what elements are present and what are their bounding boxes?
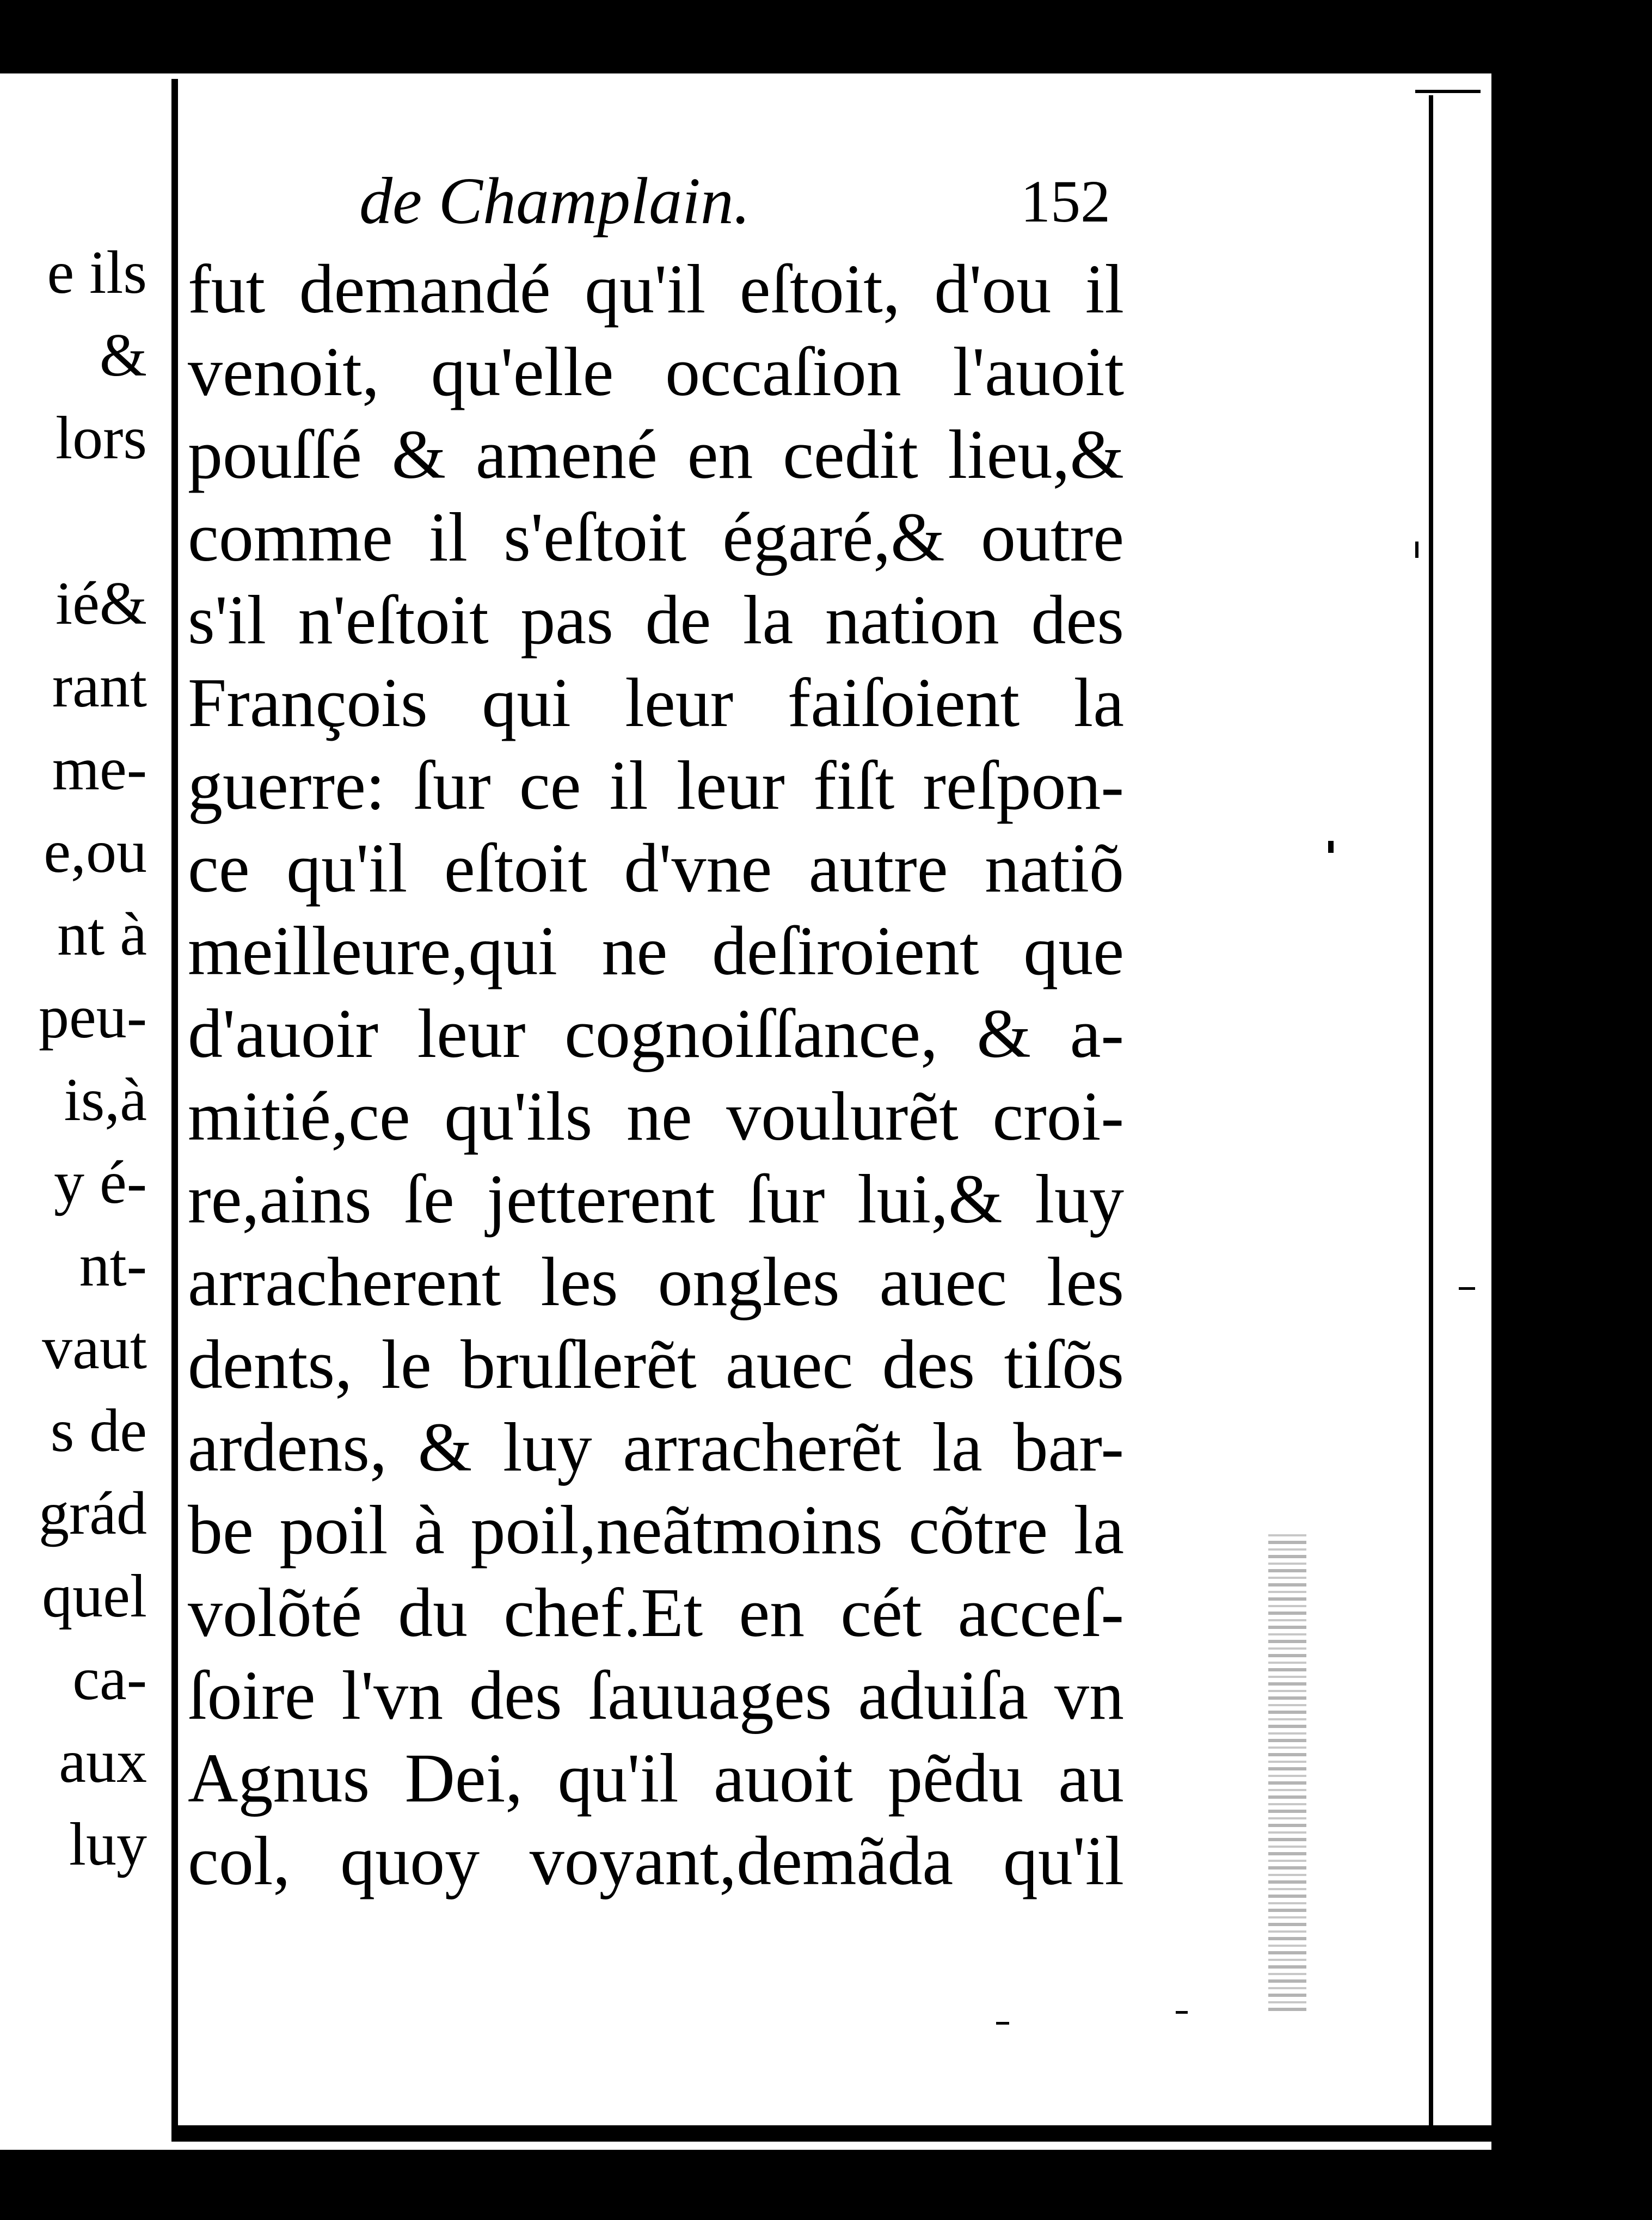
text-line: d'auoir leur cognoiſſance, & a- xyxy=(188,995,1124,1072)
text-line: comme il s'eſtoit égaré,& outre xyxy=(188,499,1124,576)
page-number: 152 xyxy=(1021,168,1110,235)
ink-speck xyxy=(1459,1287,1475,1290)
text-line: guerre: ſur ce il leur fiſt reſpon- xyxy=(188,747,1124,824)
top-tick xyxy=(1415,90,1481,93)
running-head xyxy=(196,161,1110,242)
facing-page-fragments xyxy=(0,231,147,1886)
facing-page-fragment: nt- xyxy=(79,1232,147,1299)
bleed-through-stamp xyxy=(1268,1532,1306,2011)
facing-page-fragment xyxy=(0,479,147,562)
text-line: venoit, qu'elle occaſion l'auoit xyxy=(188,333,1124,410)
text-line: s'il n'eſtoit pas de la nation des xyxy=(188,581,1124,659)
right-frame-rule xyxy=(1429,95,1433,2136)
text-line: meilleure,qui ne deſiroient que xyxy=(188,912,1124,989)
facing-page-fragment: quel xyxy=(42,1563,147,1630)
facing-page-fragment: is,à xyxy=(64,1066,147,1134)
text-line: arracherent les ongles auec les xyxy=(188,1243,1124,1320)
text-line: Agnus Dei, qu'il auoit pẽdu au xyxy=(188,1739,1124,1817)
text-line: col, quoy voyant,demãda qu'il xyxy=(188,1822,1124,1899)
scanned-page xyxy=(0,73,1505,2150)
facing-page-fragment: grád xyxy=(38,1480,147,1547)
ink-speck xyxy=(1328,841,1334,853)
facing-page-fragment: y é- xyxy=(53,1149,147,1216)
bottom-rule xyxy=(171,2125,1505,2142)
running-title: de Champlain. xyxy=(359,164,751,238)
facing-page-fragment: e,ou xyxy=(44,818,147,885)
text-line: ce qu'il eſtoit d'vne autre natiõ xyxy=(188,829,1124,907)
gutter-rule xyxy=(171,79,178,2142)
text-line: François qui leur faiſoient la xyxy=(188,664,1124,741)
text-line: re,ains ſe jetterent ſur lui,& luy xyxy=(188,1160,1124,1238)
facing-page-fragment: luy xyxy=(69,1811,147,1878)
facing-page-fragment: aux xyxy=(59,1728,147,1795)
facing-page-fragment: s de xyxy=(50,1397,147,1465)
facing-page-fragment: rant xyxy=(52,653,147,720)
text-line: ſoire l'vn des ſauuages aduiſa vn xyxy=(188,1657,1124,1734)
text-line: dents, le bruſlerẽt auec des tiſõs xyxy=(188,1326,1124,1403)
text-line: be poil à poil,neãtmoins cõtre la xyxy=(188,1491,1124,1569)
text-line: mitié,ce qu'ils ne voulurẽt croi- xyxy=(188,1078,1124,1155)
facing-page-fragment: nt à xyxy=(57,901,147,968)
facing-page-fragment: e ils xyxy=(47,239,147,306)
ink-speck xyxy=(1415,542,1418,558)
facing-page-fragment: peu- xyxy=(38,983,147,1051)
facing-page-fragment: & xyxy=(99,322,147,389)
ink-speck xyxy=(996,2022,1009,2025)
text-line: ardens, & luy arracherẽt la bar- xyxy=(188,1409,1124,1486)
right-page-edge xyxy=(1491,73,1505,2150)
text-line: pouſſé & amené en cedit lieu,& xyxy=(188,416,1124,493)
ink-speck xyxy=(1110,2131,1116,2137)
facing-page-fragment: vaut xyxy=(42,1314,147,1382)
text-line: fut demandé qu'il eſtoit, d'ou il xyxy=(188,250,1124,328)
facing-page-fragment: ié& xyxy=(56,570,147,637)
facing-page-fragment: me- xyxy=(52,735,147,803)
text-line: volõté du chef.Et en cét acceſ- xyxy=(188,1574,1124,1651)
ink-speck xyxy=(1176,2011,1188,2014)
facing-page-fragment: ca- xyxy=(72,1645,147,1713)
body-text xyxy=(188,248,1124,1902)
facing-page-fragment: lors xyxy=(56,404,147,472)
